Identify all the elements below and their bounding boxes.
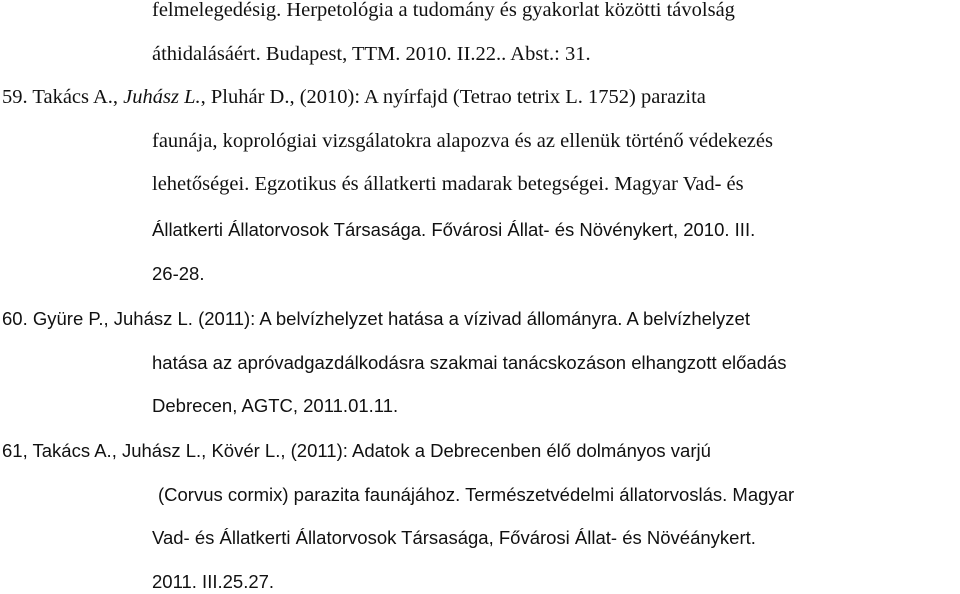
entry-60-line-2: hatása az apróvadgazdálkodásra szakmai tanácskozáson elhangzott előadás: [152, 352, 787, 373]
entry-59-title-start: , Pluhár D., (2010): A nyírfajd (Tetrao tetrix L. 1752) parazita: [200, 86, 706, 108]
entry-61-line-1: 61, Takács A., Juhász L., Kövér L., (2011): Adatok a Debrecenben élő dolmányos varjú: [2, 440, 711, 461]
entry-61-line-4: 2011. III.25.27.: [152, 571, 275, 592]
entry-59-line-1: [2, 85, 706, 109]
entry-61-line-3: Vad- és Állatkerti Állatorvosok Társasága, Fővárosi Állat- és Növéánykert.: [152, 527, 756, 548]
entry-60-line-3: Debrecen, AGTC, 2011.01.11.: [152, 395, 399, 416]
entry-59-line-2: faunája, koprológiai vizsgálatokra alapozva és az ellenük történő védekezés: [152, 130, 773, 152]
entry-59-prefix: 59. Takács A.,: [2, 86, 124, 108]
entry-60-line-1: 60. Gyüre P., Juhász L. (2011): A belvízhelyzet hatása a vízivad állományra. A belvízhelyzet: [2, 308, 750, 329]
entry-61-line-2: (Corvus cormix) parazita faunájához. Természetvédelmi állatorvoslás. Magyar: [158, 484, 795, 505]
entry-59-line-4: Állatkerti Állatorvosok Társasága. Fővárosi Állat- és Növénykert, 2010. III.: [152, 219, 756, 240]
entry-59-author-italic: Juhász L.: [123, 86, 201, 108]
entry-59-line-5: 26-28.: [152, 263, 205, 284]
entry-59-line-3: lehetőségei. Egzotikus és állatkerti madarak betegségei. Magyar Vad- és: [152, 173, 744, 195]
entry-58-line-1: felmelegedésig. Herpetológia a tudomány és gyakorlat közötti távolság: [152, 0, 735, 21]
entry-58-line-2: áthidalásáért. Budapest, TTM. 2010. II.22.. Abst.: 31.: [152, 43, 591, 65]
